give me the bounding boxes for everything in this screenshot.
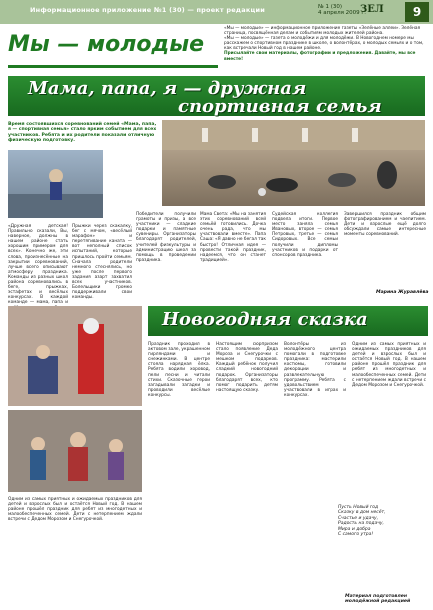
article2-column-2: Праздник проходил в актовом зале, украшенном гирляндами и снежинками. В центре стояла нарядная ёлка. Ребята водили хоровод, пели песни и читали стихи. Сказочные герои загадывали загадки и проводили весёлые конкурсы. <box>148 342 210 398</box>
family-sport-photo-icon <box>162 120 425 206</box>
children-party-photo-icon <box>8 410 142 492</box>
intro-paragraph: «Мы — молодые» — информационное приложение газеты «Зелёные аллеи». Зелёная страница, посвящённая делам и событиям молодых жителей района. <box>224 26 421 37</box>
newspaper-logo: ЗЕЛ <box>360 4 384 15</box>
poem-line: Сказку в дом несёт, <box>338 510 386 516</box>
poem-line: Радость на подачу, <box>338 521 384 527</box>
supplement-title: Информационное приложение №1 (30) — проект редакции <box>30 6 265 14</box>
article2-photo-santa <box>8 306 142 406</box>
article1-column-4: Мама Света: «Мы на занятия этих соревнований всей семьёй готовились. Дочка очень рада, что мы участвовали вместе». Папа Саша: «Я давно не бегал так быстро! Отличная идея — провести такой праздник, надеемся, что он станет традицией». <box>200 212 266 263</box>
signature-line: молодёжной редакцией <box>345 599 411 605</box>
issue-info <box>318 4 366 16</box>
poem-line: Счастье и удачу, <box>338 515 379 521</box>
article1-headline-line1: Мама, папа, я — дружная <box>28 78 307 99</box>
article1-small-photo <box>8 150 103 218</box>
article1-column-3: Победители получили грамоты и призы, а все участники — сладкие подарки и памятные сувениры. Организаторы благодарят родителей, учителей физкультуры и администрацию школ за помощь в проведении праздника. <box>136 212 196 263</box>
signature-line: Материал подготовлен <box>345 594 407 599</box>
decorative-stripe <box>8 62 218 72</box>
article2-headline-banner <box>148 306 428 336</box>
article2-column-5: Одним из самых приятных и ожидаемых праздников для детей и взрослых был и остаётся Новый год. В нашем районе прошёл праздник для ребят из многодетных и малообеспеченных семей. Дети с нетерпением ждали встречи с Дедом Морозом и Снегурочкой. <box>352 342 426 388</box>
section-title: Мы — молодые <box>8 32 205 57</box>
poem-line: Мира и добра <box>338 526 371 532</box>
new-year-poem <box>338 505 428 537</box>
article1-lead: Время состоявшихся соревнований семей «Мама, папа, я — спортивная семья» стало ярким событием для всех участников. Ребята и их родители показали отличную физическую подготовку. <box>8 122 157 144</box>
article1-column-2: Прыжки через скакалку, бег с мячом, «весёлый марафон» и перетягивание каната — вот неполный список испытаний, которые пришлось пройти семьям. Сначала родители немного стеснялись, но уже после первого задания азарт захватил всех участников. Болельщики громко поддерживали свои команды. <box>72 224 132 301</box>
article2-photo-children <box>8 410 142 492</box>
intro-paragraph: «Мы — молодые» — газета о молодёжи и для молодёжи. В Новогоднем номере мы расскажем о спортивном празднике в школе, о волонтёрах, о молодых семьях и о том, как встречали Новый год в нашем районе. <box>224 36 424 52</box>
running-child-photo-icon <box>8 150 103 218</box>
page-header <box>0 0 433 24</box>
article1-column-6: Завершился праздник общим фотографированием и чаепитием. Дети и взрослые ещё долго обсуждали самые интересные моменты соревнований. <box>344 212 426 238</box>
intro-text <box>224 26 424 62</box>
article2-signature <box>345 594 430 604</box>
article1-headline-line2: спортивная семья <box>178 96 382 117</box>
article2-column-4: Волонтёры из молодёжного центра помогали в подготовке праздника: мастерили костюмы, готовили декорации и развлекательную программу. Ребята с удовольствием участвовали в играх и конкурсах. <box>284 342 346 398</box>
article1-headline-banner <box>8 76 425 116</box>
poem-line: Пусть Новый год <box>338 505 379 510</box>
article2-column-3: Настоящим сюрпризом стало появление Деда Мороза и Снегурочки с мешком подарков. Каждый ребёнок получил сладкий новогодний подарок. Организаторы благодарят всех, кто помог подарить детям настоящую сказку. <box>216 342 278 393</box>
santa-claus-photo-icon <box>8 306 142 406</box>
article1-photo <box>162 120 425 206</box>
issue-number: № 1 (30) <box>318 4 343 10</box>
issue-date: 4 апреля 2009 г. <box>318 10 367 16</box>
article1-column-5: Судейская коллегия подвела итоги. Первое место заняла семья Ивановых, второе — семья Петровых, третье — семья Сидоровых. Все семьи получили дипломы участников и подарки от спонсоров праздника. <box>272 212 338 258</box>
page-number: 9 <box>405 2 429 22</box>
article2-column-1: Одним из самых приятных и ожидаемых праздников для детей и взрослых был и остаётся Новый год. В нашем районе прошёл праздник для ребят из многодетных и малообеспеченных семей. Дети с нетерпением ждали встречи с Дедом Морозом и Снегурочкой. <box>8 497 142 523</box>
article2-headline: Новогодняя сказка <box>162 309 368 330</box>
intro-paragraph: Присылайте свои материалы, фотографии и предложения. Давайте, мы все вместе! <box>224 51 416 62</box>
poem-line: С самого утра! <box>338 532 374 538</box>
article1-column-1: «Дружная детская! Правильно сказали, Вы, наверное, должны в нашем районе стать хорошим примером для всех». Конечно же, эти слова, произнесённые на закрытии соревнований, лучше всего описывают атмосферу праздника. Команды из разных школ района соревновались в беге, прыжках, эстафетах и весёлых конкурсах. В каждой команде — мама, папа и <box>8 224 68 306</box>
article1-signature: Марина Журавлёва <box>376 290 429 295</box>
